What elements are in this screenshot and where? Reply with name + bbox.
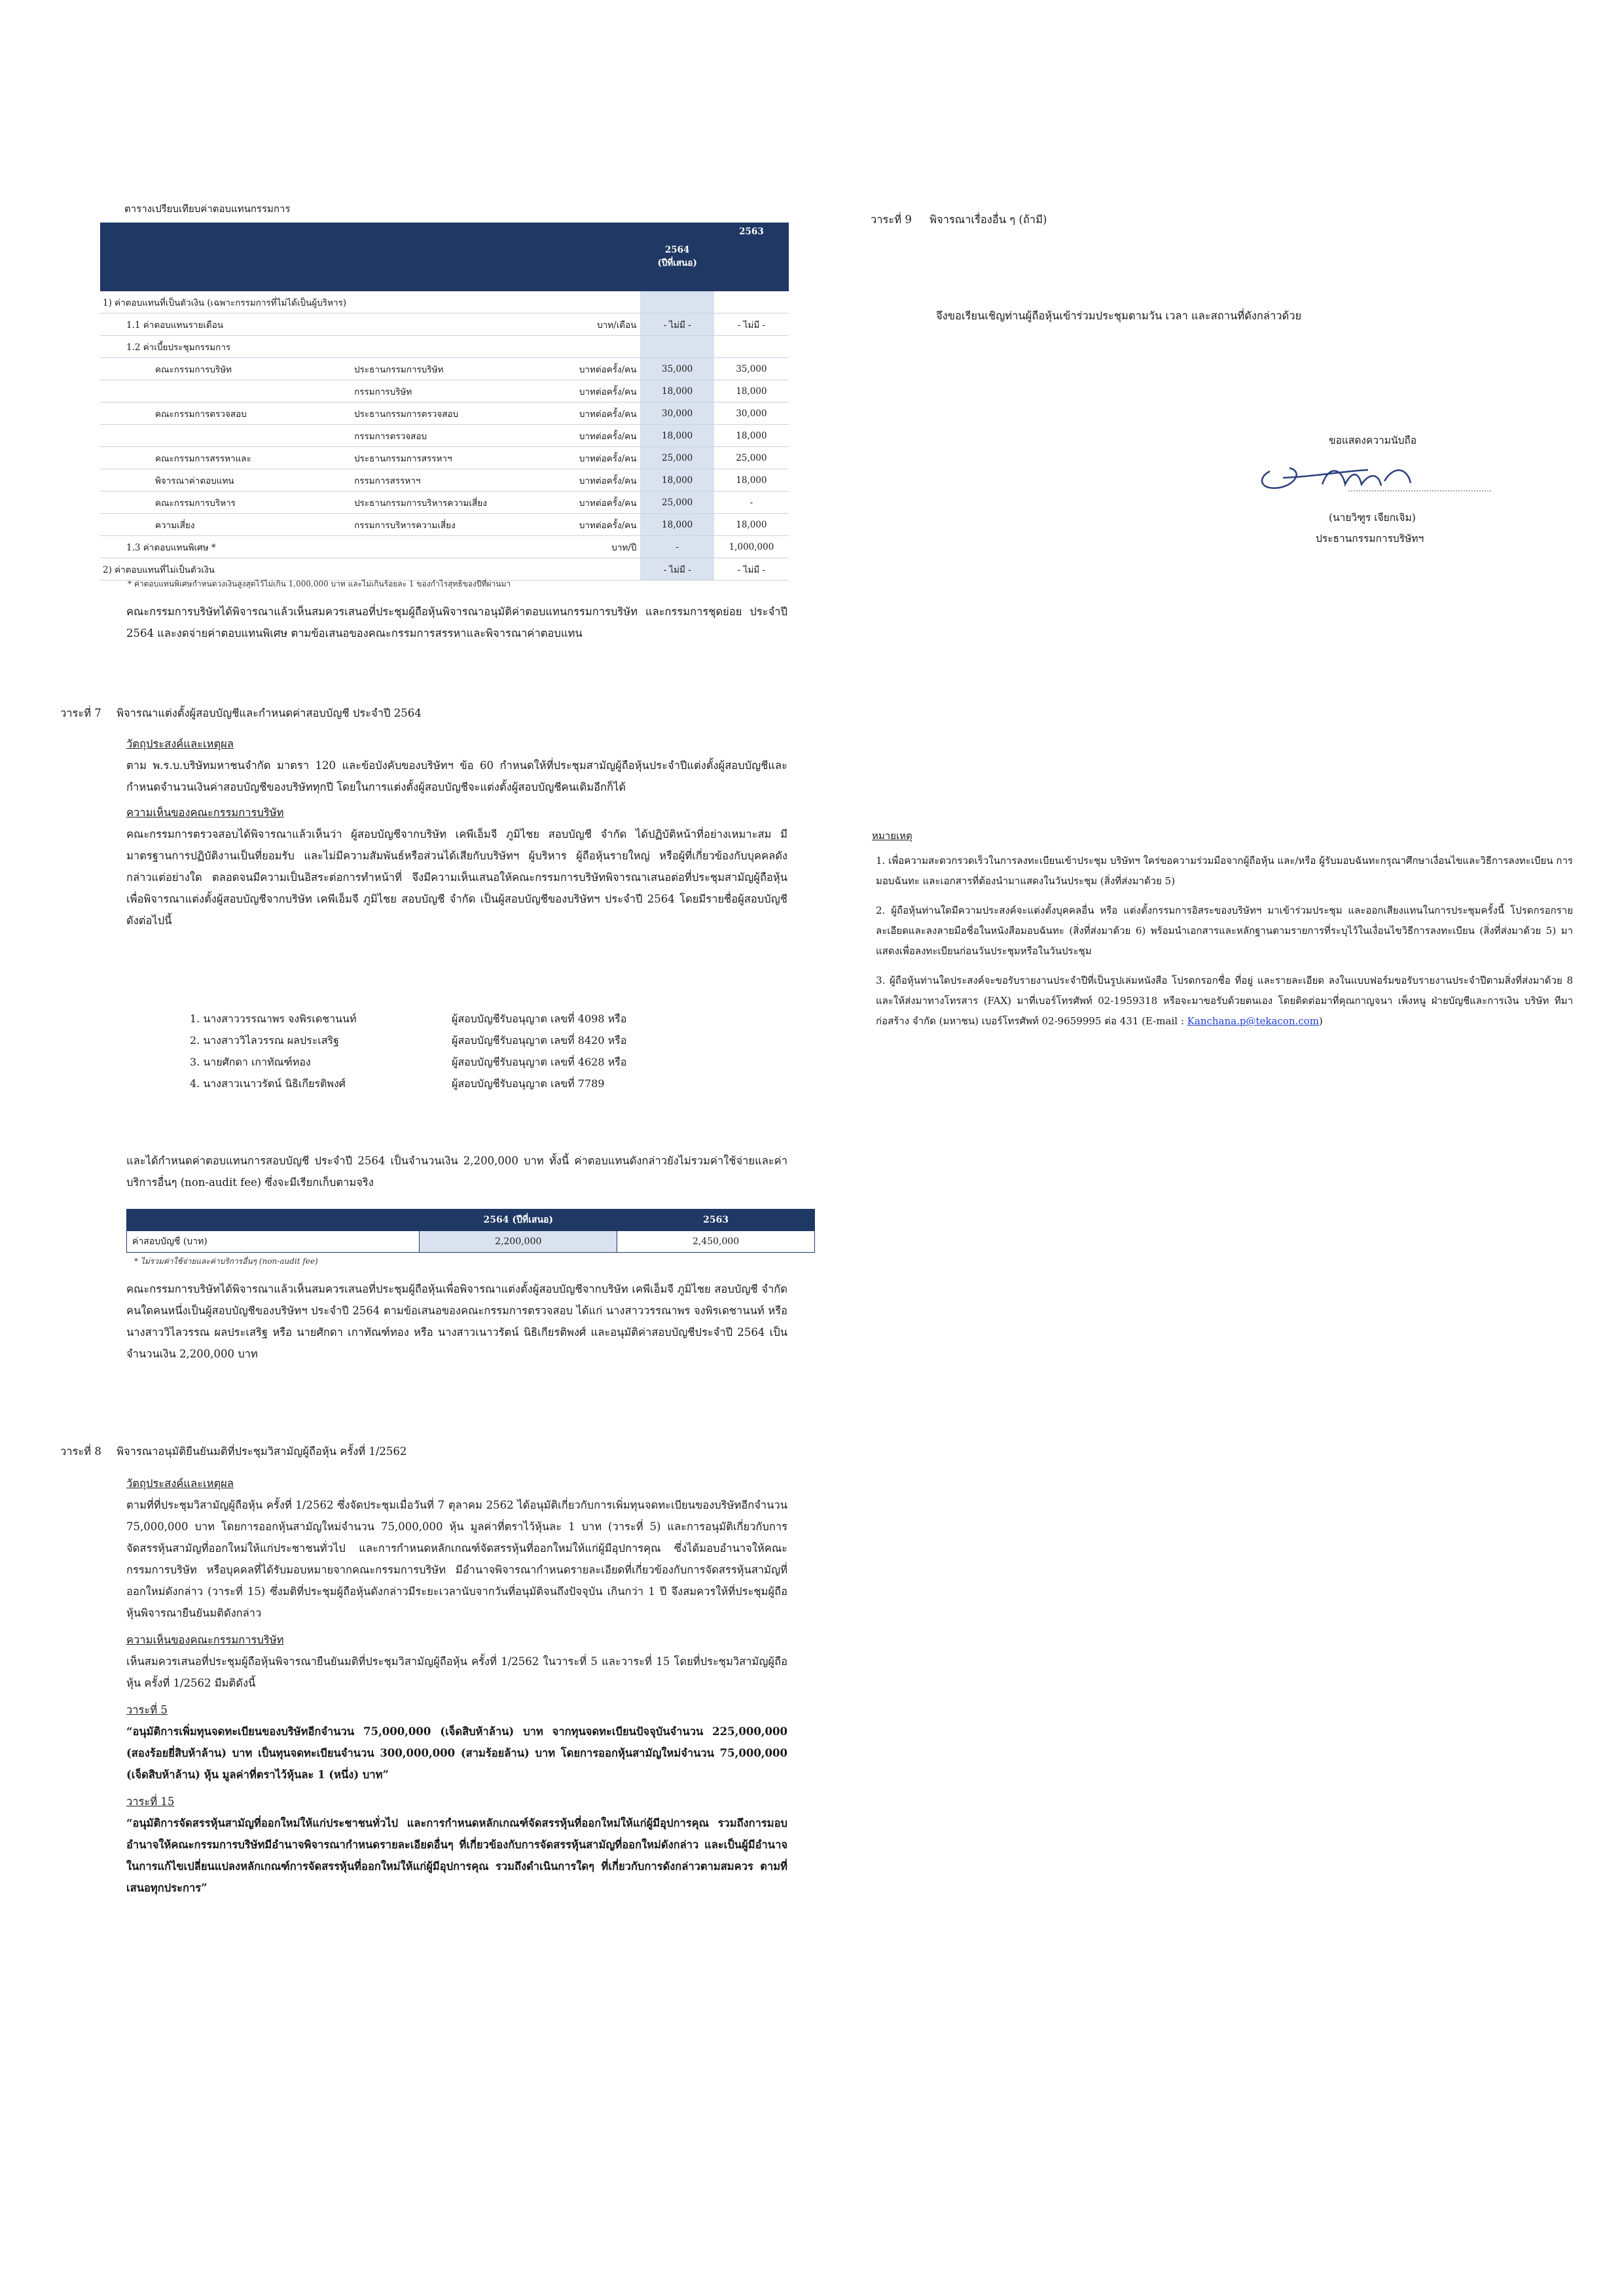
row-position bbox=[350, 558, 542, 581]
agenda8-title: พิจารณาอนุมัติยืนยันมติที่ประชุมวิสามัญผู้ถือหุ้น ครั้งที่ 1/2562 bbox=[117, 1445, 407, 1458]
value-2564: 25,000 bbox=[640, 447, 713, 469]
signature-image bbox=[1244, 452, 1499, 504]
row-position: ประธานกรรมการบริษัท bbox=[350, 358, 542, 380]
remuneration-row bbox=[100, 492, 789, 514]
agenda8-number: วาระที่ 8 bbox=[60, 1445, 101, 1458]
auditor-name: 3. นายศักดา เกาทัณฑ์ทอง bbox=[190, 1056, 311, 1068]
agenda8-opinion-label: ความเห็นของคณะกรรมการบริษัท bbox=[126, 1634, 284, 1646]
value-2564: - ไม่มี - bbox=[640, 314, 713, 336]
agenda7-opinion-label: ความเห็นของคณะกรรมการบริษัท bbox=[126, 806, 284, 819]
row-unit: บาทต่อครั้ง/คน bbox=[542, 447, 640, 469]
remuneration-row bbox=[100, 336, 789, 358]
fee-row-label: ค่าสอบบัญชี (บาท) bbox=[127, 1231, 420, 1253]
table1-caption: ตารางเปรียบเทียบค่าตอบแทนกรรมการ bbox=[124, 203, 291, 215]
agenda9-title: พิจารณาเรื่องอื่น ๆ (ถ้ามี) bbox=[929, 213, 1047, 226]
agenda7-resolution: คณะกรรมการบริษัทได้พิจารณาแล้วเห็นสมควรเสนอที่ประชุมผู้ถือหุ้นเพื่อพิจารณาแต่งตั้งผู้สอบบัญชีจากบริษัท เคพีเอ็มจี ภูมิไชย สอบบัญชี จำกัด คนใดคนหนึ่งเป็นผู้สอบบัญชีของบริษัทฯ ประจำปี 2564 ตามข้อเสนอของคณะกรรมการตรวจสอบ ได้แก่ นางสาววรรณาพร จงพิรเดชานนท์ หรือ นางสาววิไลวรรณ ผลประเสริฐ หรือ นายศักดา เกาทัณฑ์ทอง หรือ นางสาวเนาวรัตน์ นิธิเกียรติพงศ์ และอนุมัติค่าสอบบัญชีประจำปี 2564 เป็นจำนวนเงิน 2,200,000 บาท bbox=[126, 1283, 787, 1360]
item15-label: วาระที่ 15 bbox=[126, 1795, 175, 1808]
remuneration-row bbox=[100, 380, 789, 403]
value-2563: 18,000 bbox=[714, 425, 789, 447]
value-2563: 30,000 bbox=[714, 403, 789, 425]
value-2563 bbox=[714, 291, 789, 314]
value-2563: 18,000 bbox=[714, 514, 789, 536]
row-unit: บาทต่อครั้ง/คน bbox=[542, 403, 640, 425]
col-2564-sub: (ปีที่เสนอ) bbox=[657, 257, 697, 268]
agenda7-objective: ตาม พ.ร.บ.บริษัทมหาชนจำกัด มาตรา 120 และข้อบังคับของบริษัทฯ ข้อ 60 กำหนดให้ที่ประชุมสามัญผู้ถือหุ้นประจำปีแต่งตั้งผู้สอบบัญชีและกำหนดจำนวนเงินค่าสอบบัญชีของบริษัททุกปี โดยในการแต่งตั้งผู้สอบบัญชีจะแต่งตั้งผู้สอบบัญชีคนเดิมอีกก็ได้ bbox=[126, 759, 787, 793]
remuneration-row bbox=[100, 536, 789, 558]
row-label: 1.3 ค่าตอบแทนพิเศษ * bbox=[100, 536, 350, 558]
value-2564: 30,000 bbox=[640, 403, 713, 425]
row-unit: บาท/ปี bbox=[542, 536, 640, 558]
row-label: ความเสี่ยง bbox=[100, 514, 350, 536]
col-2563: 2563 bbox=[714, 223, 789, 291]
agenda9-number: วาระที่ 9 bbox=[871, 213, 912, 226]
row-position: ประธานกรรมการบริหารความเสี่ยง bbox=[350, 492, 542, 514]
fee-col-2564: 2564 (ปีที่เสนอ) bbox=[420, 1210, 617, 1231]
agenda8-opinion: เห็นสมควรเสนอที่ประชุมผู้ถือหุ้นพิจารณายืนยันมติที่ประชุมวิสามัญผู้ถือหุ้น ครั้งที่ 1/2562 ในวาระที่ 5 และวาระที่ 15 โดยที่ประชุมวิสามัญผู้ถือหุ้น ครั้งที่ 1/2562 มีมติดังนี้ bbox=[126, 1655, 787, 1689]
row-label bbox=[100, 380, 350, 403]
value-2564: 18,000 bbox=[640, 514, 713, 536]
row-position: กรรมการบริษัท bbox=[350, 380, 542, 403]
value-2563: 25,000 bbox=[714, 447, 789, 469]
auditor-list bbox=[190, 1008, 733, 1094]
agenda8-objective-label: วัตถุประสงค์และเหตุผล bbox=[126, 1477, 234, 1490]
remuneration-row bbox=[100, 358, 789, 380]
item15-text: “อนุมัติการจัดสรรหุ้นสามัญที่ออกใหม่ให้แก่ประชาชนทั่วไป และการกำหนดหลักเกณฑ์จัดสรรหุ้นที่ออกใหม่ให้แก่ผู้มีอุปการคุณ รวมถึงการมอบอำนาจให้คณะกรรมการบริษัทมีอำนาจพิจารณากำหนดรายละเอียดอื่นๆ ที่เกี่ยวข้องกับการจัดสรรหุ้นสามัญที่ออกใหม่ดังกล่าว และเป็นผู้มีอำนาจในการแก้ไขเปลี่ยนแปลงหลักเกณฑ์การจัดสรรหุ้นที่ออกใหม่ให้แก่ผู้มีอุปการคุณ รวมถึงดำเนินการใดๆ ที่เกี่ยวกับการดังกล่าวตามสมควร ตามที่เสนอทุกประการ” bbox=[126, 1817, 787, 1894]
value-2564: - bbox=[640, 536, 713, 558]
row-label: 1) ค่าตอบแทนที่เป็นตัวเงิน (เฉพาะกรรมการที่ไม่ได้เป็นผู้บริหาร) bbox=[100, 291, 350, 314]
col-2564: 2564 bbox=[664, 244, 690, 255]
row-label bbox=[100, 425, 350, 447]
fee-2564: 2,200,000 bbox=[420, 1231, 617, 1253]
value-2564 bbox=[640, 336, 713, 358]
row-position: กรรมการสรรหาฯ bbox=[350, 469, 542, 492]
value-2564: 18,000 bbox=[640, 469, 713, 492]
row-unit bbox=[542, 558, 640, 581]
auditor-license: ผู้สอบบัญชีรับอนุญาต เลขที่ 7789 bbox=[452, 1077, 605, 1090]
row-label: พิจารณาค่าตอบแทน bbox=[100, 469, 350, 492]
row-position bbox=[350, 314, 542, 336]
row-position: ประธานกรรมการตรวจสอบ bbox=[350, 403, 542, 425]
row-position bbox=[350, 536, 542, 558]
row-unit bbox=[542, 291, 640, 314]
value-2564 bbox=[640, 291, 713, 314]
director-remuneration-table bbox=[100, 223, 789, 581]
row-unit: บาทต่อครั้ง/คน bbox=[542, 358, 640, 380]
note-item-tail: ) bbox=[1318, 1015, 1323, 1027]
agenda7-objective-label: วัตถุประสงค์และเหตุผล bbox=[126, 738, 234, 750]
note-item bbox=[876, 971, 1573, 1031]
row-label: คณะกรรมการสรรหาและ bbox=[100, 447, 350, 469]
row-unit: บาทต่อครั้ง/คน bbox=[542, 492, 640, 514]
value-2564: 18,000 bbox=[640, 380, 713, 403]
value-2563: 18,000 bbox=[714, 380, 789, 403]
row-unit: บาทต่อครั้ง/คน bbox=[542, 469, 640, 492]
row-unit: บาทต่อครั้ง/คน bbox=[542, 425, 640, 447]
audit-fee-paragraph: และได้กำหนดค่าตอบแทนการสอบบัญชี ประจำปี 2564 เป็นจำนวนเงิน 2,200,000 บาท ทั้งนี้ ค่าตอบแทนดังกล่าวยังไม่รวมค่าใช้จ่ายและค่าบริการอื่นๆ (non-audit fee) ซึ่งจะมีเรียกเก็บตามจริง bbox=[126, 1155, 787, 1189]
auditor-license: ผู้สอบบัญชีรับอนุญาต เลขที่ 8420 หรือ bbox=[452, 1034, 627, 1047]
audit-fee-table bbox=[126, 1209, 815, 1253]
value-2563: 18,000 bbox=[714, 469, 789, 492]
fee-col-2563: 2563 bbox=[617, 1210, 815, 1231]
remuneration-row bbox=[100, 314, 789, 336]
remuneration-row bbox=[100, 425, 789, 447]
regards-text: ขอแสดงความนับถือ bbox=[1329, 435, 1417, 446]
auditor-name: 4. นางสาวเนาวรัตน์ นิธิเกียรติพงศ์ bbox=[190, 1077, 346, 1090]
row-label: 1.2 ค่าเบี้ยประชุมกรรมการ bbox=[100, 336, 350, 358]
remuneration-row bbox=[100, 447, 789, 469]
value-2563: 1,000,000 bbox=[714, 536, 789, 558]
row-position bbox=[350, 336, 542, 358]
value-2563: - ไม่มี - bbox=[714, 314, 789, 336]
agenda7-number: วาระที่ 7 bbox=[60, 707, 101, 719]
value-2564: - ไม่มี - bbox=[640, 558, 713, 581]
remuneration-row bbox=[100, 403, 789, 425]
value-2563: - ไม่มี - bbox=[714, 558, 789, 581]
row-label: 2) ค่าตอบแทนที่ไม่เป็นตัวเงิน bbox=[100, 558, 350, 581]
fee-2563: 2,450,000 bbox=[617, 1231, 815, 1253]
value-2563 bbox=[714, 336, 789, 358]
note-item: 2. ผู้ถือหุ้นท่านใดมีความประสงค์จะแต่งตั้งบุคคลอื่น หรือ แต่งตั้งกรรมการอิสระของบริษัทฯ มาเข้าร่วมประชุม และออกเสียงแทนในการประชุมครั้งนี้ โปรดกรอกรายละเอียดและลงลายมือชื่อในหนังสือมอบฉันทะ (สิ่งที่ส่งมาด้วย 6) พร้อมนำเอกสารและหลักฐานตามรายการที่ระบุไว้ในเงื่อนไขวิธีการลงทะเบียน (สิ่งที่ส่งมาด้วย 5) มาแสดงเพื่อลงทะเบียนก่อนวันประชุมหรือในวันประชุม bbox=[876, 905, 1573, 957]
remuneration-row bbox=[100, 291, 789, 314]
item5-text: “อนุมัติการเพิ่มทุนจดทะเบียนของบริษัทอีกจำนวน 75,000,000 (เจ็ดสิบห้าล้าน) บาท จากทุนจดทะเบียนปัจจุบันจำนวน 225,000,000 (สองร้อยยี่สิบห้าล้าน) บาท เป็นทุนจดทะเบียนจำนวน 300,000,000 (สามร้อยล้าน) บาท โดยการออกหุ้นสามัญใหม่จำนวน 75,000,000 (เจ็ดสิบห้าล้าน) หุ้น มูลค่าที่ตราไว้หุ้นละ 1 (หนึ่ง) บาท” bbox=[126, 1725, 787, 1781]
row-position: กรรมการตรวจสอบ bbox=[350, 425, 542, 447]
remuneration-row bbox=[100, 469, 789, 492]
value-2564: 35,000 bbox=[640, 358, 713, 380]
table1-footnote: * ค่าตอบแทนพิเศษกำหนดวงเงินสูงสุดไว้ไม่เกิน 1,000,000 บาท และไม่เกินร้อยละ 1 ของกำไรสุทธิของปีที่ผ่านมา bbox=[128, 579, 511, 588]
row-unit: บาท/เดือน bbox=[542, 314, 640, 336]
row-unit: บาทต่อครั้ง/คน bbox=[542, 514, 640, 536]
row-label: คณะกรรมการบริษัท bbox=[100, 358, 350, 380]
row-label: คณะกรรมการตรวจสอบ bbox=[100, 403, 350, 425]
value-2564: 18,000 bbox=[640, 425, 713, 447]
row-position: ประธานกรรมการสรรหาฯ bbox=[350, 447, 542, 469]
row-unit: บาทต่อครั้ง/คน bbox=[542, 380, 640, 403]
note-item-text: 3. ผู้ถือหุ้นท่านใดประสงค์จะขอรับรายงานประจำปีที่เป็นรูปเล่มหนังสือ โปรดกรอกชื่อ ที่อยู่ และรายละเอียด ลงในแบบฟอร์มขอรับรายงานประจำปีตามสิ่งที่ส่งมาด้วย 8 และให้ส่งมาทางโทรสาร (FAX) มาที่เบอร์โทรศัพท์ 02-1959318 หรือจะมาขอรับด้วยตนเอง โดยติดต่อมาที่คุณกาญจนา เพ็งหนู ฝ่ายบัญชีและการเงิน บริษัท ทีมาก่อสร้าง จำกัด (มหาชน) เบอร์โทรศัพท์ 02-9659995 ต่อ 431 (E-mail : bbox=[876, 975, 1573, 1027]
value-2563: - bbox=[714, 492, 789, 514]
item5-label: วาระที่ 5 bbox=[126, 1704, 168, 1716]
agenda7-title: พิจารณาแต่งตั้งผู้สอบบัญชีและกำหนดค่าสอบบัญชี ประจำปี 2564 bbox=[117, 707, 422, 719]
invitation-text: จึงขอเรียนเชิญท่านผู้ถือหุ้นเข้าร่วมประชุมตามวัน เวลา และสถานที่ดังกล่าวด้วย bbox=[936, 310, 1302, 322]
auditor-license: ผู้สอบบัญชีรับอนุญาต เลขที่ 4098 หรือ bbox=[452, 1013, 627, 1025]
row-position bbox=[350, 291, 542, 314]
remuneration-row bbox=[100, 514, 789, 536]
row-label: 1.1 ค่าตอบแทนรายเดือน bbox=[100, 314, 350, 336]
email-link[interactable]: Kanchana.p@tekacon.com bbox=[1187, 1015, 1319, 1027]
remuneration-row bbox=[100, 558, 789, 581]
notes-label: หมายเหตุ bbox=[872, 830, 912, 842]
auditor-name: 1. นางสาววรรณาพร จงพิรเดชานนท์ bbox=[190, 1013, 357, 1025]
note-item: 1. เพื่อความสะดวกรวดเร็วในการลงทะเบียนเข้าประชุม บริษัทฯ ใคร่ขอความร่วมมือจากผู้ถือหุ้น และ/หรือ ผู้รับมอบฉันทะกรุณาศึกษาเงื่อนไขและวิธีการลงทะเบียน การมอบฉันทะ และเอกสารที่ต้องนำมาแสดงในวันประชุม (สิ่งที่ส่งมาด้วย 5) bbox=[876, 855, 1573, 887]
fee-table-note: * ไม่รวมค่าใช้จ่ายและค่าบริการอื่นๆ (non-audit fee) bbox=[134, 1257, 318, 1266]
agenda7-opinion: คณะกรรมการตรวจสอบได้พิจารณาแล้วเห็นว่า ผู้สอบบัญชีจากบริษัท เคพีเอ็มจี ภูมิไชย สอบบัญชี จำกัด ได้ปฏิบัติหน้าที่อย่างเหมาะสม มีมาตรฐานการปฏิบัติงานเป็นที่ยอมรับ และไม่มีความสัมพันธ์หรือส่วนได้เสียกับบริษัทฯ ผู้บริหาร ผู้ถือหุ้นรายใหญ่ หรือผู้ที่เกี่ยวข้องกับบุคคลดังกล่าวแต่อย่างใด ตลอดจนมีความเป็นอิสระต่อการทำหน้าที่ จึงมีความเห็นเสนอให้คณะกรรมการบริษัทพิจารณาเสนอต่อที่ประชุมสามัญผู้ถือหุ้นเพื่อพิจารณาแต่งตั้งผู้สอบบัญชีจากบริษัท เคพีเอ็มจี ภูมิไชย สอบบัญชี จำกัด เป็นผู้สอบบัญชีของบริษัทฯ ประจำปี 2564 โดยมีรายชื่อผู้สอบบัญชีดังต่อไปนี้ bbox=[126, 828, 787, 927]
agenda8-objective: ตามที่ที่ประชุมวิสามัญผู้ถือหุ้น ครั้งที่ 1/2562 ซึ่งจัดประชุมเมื่อวันที่ 7 ตุลาคม 2562 ได้อนุมัติเกี่ยวกับการเพิ่มทุนจดทะเบียนของบริษัทอีกจำนวน 75,000,000 บาท โดยการออกหุ้นสามัญใหม่จำนวน 75,000,000 หุ้น มูลค่าที่ตราไว้หุ้นละ 1 บาท (วาระที่ 5) และการอนุมัติเกี่ยวกับการจัดสรรหุ้นสามัญที่ออกใหม่ให้แก่ประชาชนทั่วไป และการกำหนดหลักเกณฑ์จัดสรรหุ้นที่ออกใหม่ให้แก่ผู้มีอุปการคุณ ซึ่งได้มอบอำนาจให้คณะกรรมการบริษัท หรือบุคคลที่ได้รับมอบหมายจากคณะกรรมการบริษัท มีอำนาจพิจารณากำหนดรายละเอียดที่เกี่ยวข้องกับการจัดสรรหุ้นสามัญที่ออกใหม่ดังกล่าว (วาระที่ 15) ซึ่งมติที่ประชุมผู้ถือหุ้นดังกล่าวมีระยะเวลานับจากวันที่อนุมัติจนถึงปัจจุบัน เกินกว่า 1 ปี จึงสมควรให้ที่ประชุมผู้ถือหุ้นพิจารณายืนยันมติดังกล่าว bbox=[126, 1499, 787, 1619]
auditor-name: 2. นางสาววิไลวรรณ ผลประเสริฐ bbox=[190, 1034, 339, 1047]
row-label: คณะกรรมการบริหาร bbox=[100, 492, 350, 514]
auditor-license: ผู้สอบบัญชีรับอนุญาต เลขที่ 4628 หรือ bbox=[452, 1056, 627, 1068]
value-2564: 25,000 bbox=[640, 492, 713, 514]
row-unit bbox=[542, 336, 640, 358]
row-position: กรรมการบริหารความเสี่ยง bbox=[350, 514, 542, 536]
signer-title: ประธานกรรมการบริษัทฯ bbox=[1316, 533, 1424, 545]
value-2563: 35,000 bbox=[714, 358, 789, 380]
remuneration-resolution: คณะกรรมการบริษัทได้พิจารณาแล้วเห็นสมควรเสนอที่ประชุมผู้ถือหุ้นพิจารณาอนุมัติค่าตอบแทนกรรมการบริษัท และกรรมการชุดย่อย ประจำปี 2564 และงดจ่ายค่าตอบแทนพิเศษ ตามข้อเสนอของคณะกรรมการสรรหาและพิจารณาค่าตอบแทน bbox=[126, 605, 787, 639]
signer-name: (นายวิฑูร เจียกเจิม) bbox=[1329, 512, 1416, 524]
